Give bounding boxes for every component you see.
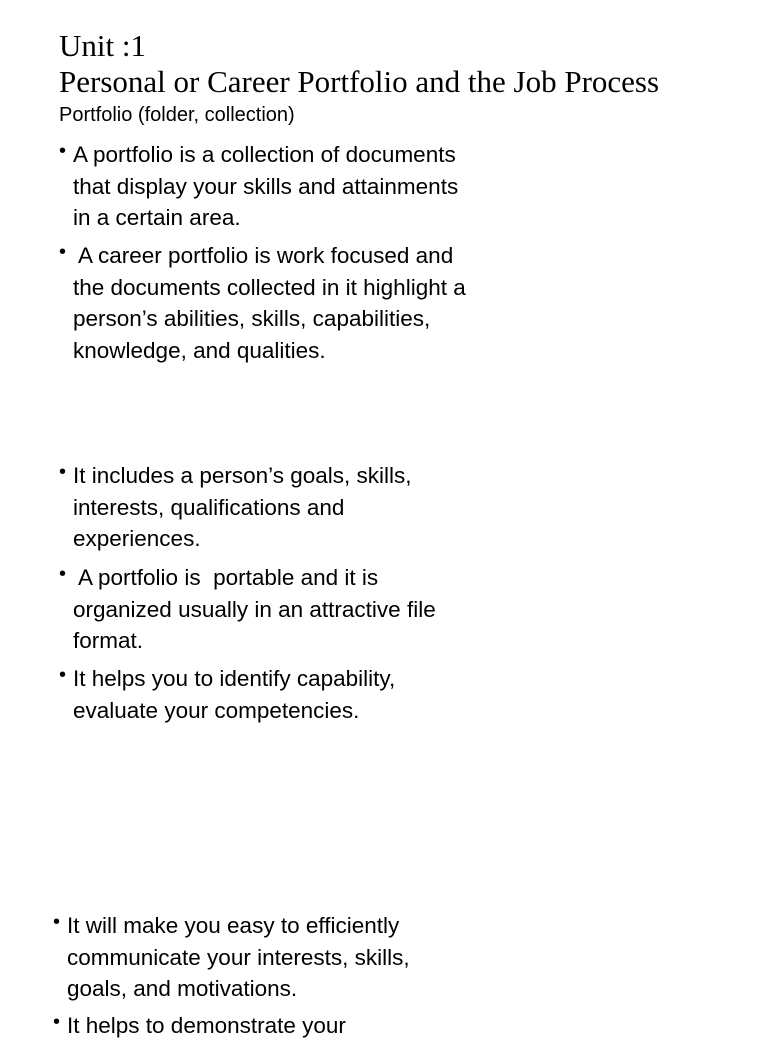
list-item (59, 562, 619, 657)
bullet-text: It will make you easy to efficiently communicate your interests, skills, goals, and motivations. (67, 913, 410, 1001)
bullet-icon: • (59, 140, 67, 162)
unit-heading: Unit :1 (59, 28, 146, 63)
bullet-text: It helps you to identify capability, evaluate your competencies. (73, 666, 396, 723)
bullet-text: A portfolio is a collection of documents that display your skills and attainments in a certain area. (73, 142, 459, 230)
list-item (59, 460, 619, 555)
bullet-icon: • (53, 1011, 61, 1033)
bullet-icon: • (53, 911, 61, 933)
list-item (59, 663, 619, 726)
bullet-icon: • (59, 563, 67, 585)
list-item (53, 910, 613, 1005)
bullet-icon: • (59, 664, 67, 686)
bullet-icon: • (59, 241, 67, 263)
bullet-text: It includes a person’s goals, skills, interests, qualifications and experiences. (73, 463, 412, 551)
list-item (59, 240, 619, 366)
list-item (53, 1010, 613, 1042)
bullet-text: A portfolio is portable and it is organized usually in an attractive file format. (73, 565, 436, 653)
page-title: Personal or Career Portfolio and the Job Process (59, 64, 660, 99)
list-item (59, 139, 619, 234)
bullet-text: A career portfolio is work focused and the documents collected in it highlight a person’s abilities, skills, capabilities, knowledge, and qualities. (73, 243, 466, 363)
bullet-icon: • (59, 461, 67, 483)
page-subtitle: Portfolio (folder, collection) (59, 104, 295, 126)
bullet-text: It helps to demonstrate your (67, 1013, 346, 1038)
